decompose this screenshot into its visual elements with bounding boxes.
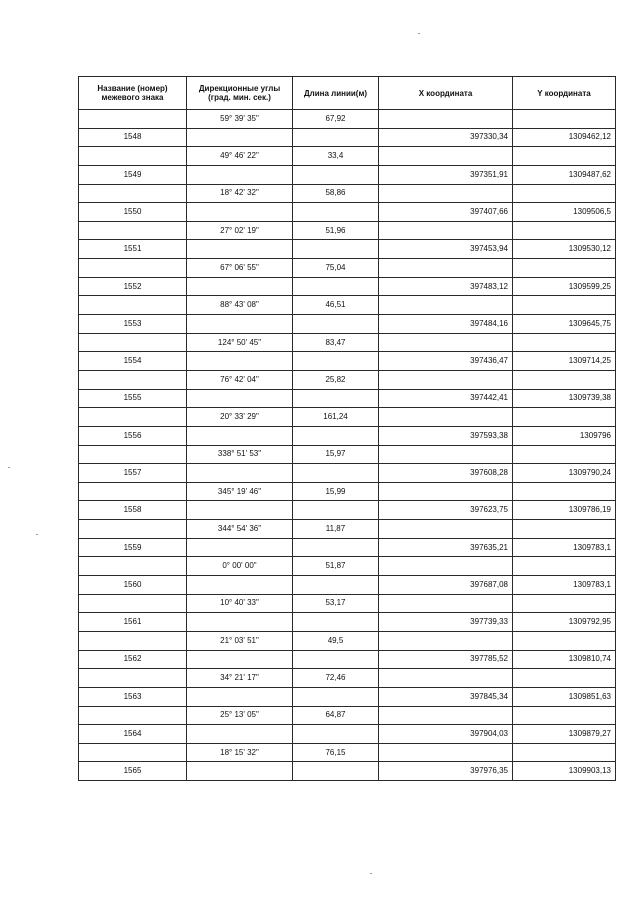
- empty-cell: [513, 221, 616, 240]
- segment-row: [79, 110, 616, 129]
- empty-cell: [293, 501, 379, 520]
- x-coordinate: 397442,41: [379, 389, 513, 408]
- empty-cell: [379, 221, 513, 240]
- empty-cell: [293, 426, 379, 445]
- x-coordinate: 397608,28: [379, 464, 513, 483]
- empty-cell: [513, 743, 616, 762]
- empty-cell: [293, 613, 379, 632]
- empty-cell: [187, 613, 293, 632]
- empty-cell: [379, 147, 513, 166]
- direction-angle: 49° 46' 22": [187, 147, 293, 166]
- empty-cell: [293, 240, 379, 259]
- header-x-coordinate: X координата: [379, 77, 513, 110]
- header-y-coordinate: Y координата: [513, 77, 616, 110]
- y-coordinate: 1309487,62: [513, 165, 616, 184]
- point-name: 1555: [79, 389, 187, 408]
- y-coordinate: 1309599,25: [513, 277, 616, 296]
- point-name: 1551: [79, 240, 187, 259]
- segment-row: [79, 594, 616, 613]
- empty-cell: [379, 669, 513, 688]
- point-row: [79, 650, 616, 669]
- direction-angle: 20° 33' 29": [187, 408, 293, 427]
- point-name: 1560: [79, 576, 187, 595]
- empty-cell: [513, 147, 616, 166]
- empty-cell: [293, 725, 379, 744]
- direction-angle: 0° 00' 00": [187, 557, 293, 576]
- y-coordinate: 1309796: [513, 426, 616, 445]
- point-name: 1548: [79, 128, 187, 147]
- point-name: 1565: [79, 762, 187, 781]
- empty-cell: [79, 557, 187, 576]
- x-coordinate: 397904,03: [379, 725, 513, 744]
- empty-cell: [379, 482, 513, 501]
- empty-cell: [79, 408, 187, 427]
- y-coordinate: 1309786,19: [513, 501, 616, 520]
- line-length: 46,51: [293, 296, 379, 315]
- line-length: 11,87: [293, 520, 379, 539]
- empty-cell: [79, 482, 187, 501]
- header-direction-angle: Дирекционные углы (град. мин. сек.): [187, 77, 293, 110]
- direction-angle: 25° 13' 05": [187, 706, 293, 725]
- x-coordinate: 397484,16: [379, 315, 513, 334]
- empty-cell: [293, 315, 379, 334]
- y-coordinate: 1309879,27: [513, 725, 616, 744]
- point-row: [79, 725, 616, 744]
- empty-cell: [187, 352, 293, 371]
- empty-cell: [293, 762, 379, 781]
- point-name: 1554: [79, 352, 187, 371]
- segment-row: [79, 669, 616, 688]
- line-length: 67,92: [293, 110, 379, 129]
- empty-cell: [187, 426, 293, 445]
- point-name: 1564: [79, 725, 187, 744]
- empty-cell: [379, 743, 513, 762]
- y-coordinate: 1309790,24: [513, 464, 616, 483]
- x-coordinate: 397351,91: [379, 165, 513, 184]
- scan-speck: [8, 467, 10, 468]
- y-coordinate: 1309739,38: [513, 389, 616, 408]
- y-coordinate: 1309810,74: [513, 650, 616, 669]
- direction-angle: 338° 51' 53": [187, 445, 293, 464]
- line-length: 64,87: [293, 706, 379, 725]
- point-name: 1563: [79, 687, 187, 706]
- x-coordinate: 397436,47: [379, 352, 513, 371]
- table-body: [79, 110, 616, 781]
- empty-cell: [513, 706, 616, 725]
- x-coordinate: 397623,75: [379, 501, 513, 520]
- empty-cell: [293, 650, 379, 669]
- line-length: 75,04: [293, 259, 379, 278]
- empty-cell: [513, 408, 616, 427]
- direction-angle: 27° 02' 19": [187, 221, 293, 240]
- line-length: 15,99: [293, 482, 379, 501]
- coordinates-table: [78, 76, 616, 781]
- empty-cell: [187, 725, 293, 744]
- empty-cell: [513, 370, 616, 389]
- segment-row: [79, 259, 616, 278]
- empty-cell: [79, 259, 187, 278]
- empty-cell: [379, 333, 513, 352]
- empty-cell: [187, 501, 293, 520]
- point-row: [79, 576, 616, 595]
- scan-speck: [418, 33, 420, 34]
- point-name: 1561: [79, 613, 187, 632]
- empty-cell: [293, 203, 379, 222]
- empty-cell: [513, 557, 616, 576]
- y-coordinate: 1309462,12: [513, 128, 616, 147]
- empty-cell: [187, 315, 293, 334]
- y-coordinate: 1309851,63: [513, 687, 616, 706]
- empty-cell: [187, 464, 293, 483]
- empty-cell: [293, 576, 379, 595]
- point-name: 1553: [79, 315, 187, 334]
- empty-cell: [293, 389, 379, 408]
- empty-cell: [513, 333, 616, 352]
- empty-cell: [187, 203, 293, 222]
- x-coordinate: 397976,35: [379, 762, 513, 781]
- direction-angle: 34° 21' 17": [187, 669, 293, 688]
- point-row: [79, 352, 616, 371]
- point-row: [79, 165, 616, 184]
- line-length: 76,15: [293, 743, 379, 762]
- empty-cell: [187, 576, 293, 595]
- direction-angle: 18° 15' 32": [187, 743, 293, 762]
- scan-speck: [36, 534, 38, 535]
- x-coordinate: 397593,38: [379, 426, 513, 445]
- empty-cell: [187, 389, 293, 408]
- point-name: 1552: [79, 277, 187, 296]
- empty-cell: [379, 594, 513, 613]
- x-coordinate: 397483,12: [379, 277, 513, 296]
- y-coordinate: 1309903,13: [513, 762, 616, 781]
- segment-row: [79, 184, 616, 203]
- empty-cell: [187, 687, 293, 706]
- point-name: 1562: [79, 650, 187, 669]
- point-name: 1559: [79, 538, 187, 557]
- empty-cell: [379, 520, 513, 539]
- empty-cell: [293, 687, 379, 706]
- y-coordinate: 1309645,75: [513, 315, 616, 334]
- segment-row: [79, 557, 616, 576]
- point-row: [79, 203, 616, 222]
- point-name: 1558: [79, 501, 187, 520]
- empty-cell: [187, 762, 293, 781]
- empty-cell: [187, 240, 293, 259]
- direction-angle: 76° 42' 04": [187, 370, 293, 389]
- header-row: [79, 77, 616, 110]
- line-length: 83,47: [293, 333, 379, 352]
- empty-cell: [79, 147, 187, 166]
- header-point-name: Название (номер) межевого знака: [79, 77, 187, 110]
- point-row: [79, 501, 616, 520]
- line-length: 25,82: [293, 370, 379, 389]
- direction-angle: 344° 54' 36": [187, 520, 293, 539]
- empty-cell: [513, 445, 616, 464]
- empty-cell: [293, 128, 379, 147]
- line-length: 72,46: [293, 669, 379, 688]
- x-coordinate: 397845,34: [379, 687, 513, 706]
- empty-cell: [79, 184, 187, 203]
- point-row: [79, 613, 616, 632]
- segment-row: [79, 221, 616, 240]
- segment-row: [79, 147, 616, 166]
- empty-cell: [79, 631, 187, 650]
- empty-cell: [293, 464, 379, 483]
- empty-cell: [379, 259, 513, 278]
- empty-cell: [513, 631, 616, 650]
- point-row: [79, 687, 616, 706]
- segment-row: [79, 370, 616, 389]
- empty-cell: [187, 277, 293, 296]
- direction-angle: 88° 43' 08": [187, 296, 293, 315]
- y-coordinate: 1309530,12: [513, 240, 616, 259]
- point-row: [79, 538, 616, 557]
- empty-cell: [513, 594, 616, 613]
- point-row: [79, 240, 616, 259]
- empty-cell: [379, 631, 513, 650]
- y-coordinate: 1309783,1: [513, 576, 616, 595]
- x-coordinate: 397635,21: [379, 538, 513, 557]
- empty-cell: [79, 370, 187, 389]
- empty-cell: [379, 408, 513, 427]
- point-name: 1549: [79, 165, 187, 184]
- x-coordinate: 397407,66: [379, 203, 513, 222]
- empty-cell: [379, 557, 513, 576]
- line-length: 49,5: [293, 631, 379, 650]
- point-row: [79, 315, 616, 334]
- segment-row: [79, 408, 616, 427]
- empty-cell: [187, 650, 293, 669]
- line-length: 33,4: [293, 147, 379, 166]
- direction-angle: 59° 39' 35": [187, 110, 293, 129]
- table-header: [79, 77, 616, 110]
- y-coordinate: 1309506,5: [513, 203, 616, 222]
- line-length: 51,96: [293, 221, 379, 240]
- empty-cell: [79, 594, 187, 613]
- segment-row: [79, 333, 616, 352]
- segment-row: [79, 631, 616, 650]
- empty-cell: [79, 743, 187, 762]
- empty-cell: [293, 165, 379, 184]
- point-row: [79, 128, 616, 147]
- line-length: 161,24: [293, 408, 379, 427]
- empty-cell: [379, 706, 513, 725]
- y-coordinate: 1309714,25: [513, 352, 616, 371]
- empty-cell: [187, 128, 293, 147]
- x-coordinate: 397330,34: [379, 128, 513, 147]
- segment-row: [79, 706, 616, 725]
- empty-cell: [79, 296, 187, 315]
- point-name: 1556: [79, 426, 187, 445]
- segment-row: [79, 296, 616, 315]
- point-name: 1557: [79, 464, 187, 483]
- y-coordinate: 1309783,1: [513, 538, 616, 557]
- empty-cell: [187, 538, 293, 557]
- empty-cell: [293, 352, 379, 371]
- line-length: 58,86: [293, 184, 379, 203]
- direction-angle: 124° 50' 45": [187, 333, 293, 352]
- direction-angle: 21° 03' 51": [187, 631, 293, 650]
- empty-cell: [79, 520, 187, 539]
- line-length: 15,97: [293, 445, 379, 464]
- empty-cell: [513, 184, 616, 203]
- header-line-length: Длина линии(м): [293, 77, 379, 110]
- empty-cell: [79, 333, 187, 352]
- segment-row: [79, 743, 616, 762]
- empty-cell: [513, 669, 616, 688]
- point-row: [79, 464, 616, 483]
- empty-cell: [513, 110, 616, 129]
- empty-cell: [513, 296, 616, 315]
- empty-cell: [293, 538, 379, 557]
- direction-angle: 18° 42' 32": [187, 184, 293, 203]
- empty-cell: [379, 370, 513, 389]
- empty-cell: [513, 520, 616, 539]
- line-length: 53,17: [293, 594, 379, 613]
- x-coordinate: 397785,52: [379, 650, 513, 669]
- empty-cell: [379, 296, 513, 315]
- empty-cell: [379, 184, 513, 203]
- empty-cell: [513, 259, 616, 278]
- point-row: [79, 277, 616, 296]
- direction-angle: 67° 06' 55": [187, 259, 293, 278]
- empty-cell: [513, 482, 616, 501]
- empty-cell: [293, 277, 379, 296]
- point-name: 1550: [79, 203, 187, 222]
- line-length: 51,87: [293, 557, 379, 576]
- empty-cell: [79, 221, 187, 240]
- point-row: [79, 426, 616, 445]
- empty-cell: [379, 110, 513, 129]
- empty-cell: [187, 165, 293, 184]
- x-coordinate: 397687,08: [379, 576, 513, 595]
- point-row: [79, 762, 616, 781]
- empty-cell: [79, 445, 187, 464]
- y-coordinate: 1309792,95: [513, 613, 616, 632]
- direction-angle: 345° 19' 46": [187, 482, 293, 501]
- x-coordinate: 397453,94: [379, 240, 513, 259]
- scan-speck: [370, 873, 372, 874]
- empty-cell: [79, 706, 187, 725]
- empty-cell: [379, 445, 513, 464]
- segment-row: [79, 482, 616, 501]
- empty-cell: [79, 110, 187, 129]
- point-row: [79, 389, 616, 408]
- segment-row: [79, 520, 616, 539]
- empty-cell: [79, 669, 187, 688]
- direction-angle: 10° 40' 33": [187, 594, 293, 613]
- x-coordinate: 397739,33: [379, 613, 513, 632]
- segment-row: [79, 445, 616, 464]
